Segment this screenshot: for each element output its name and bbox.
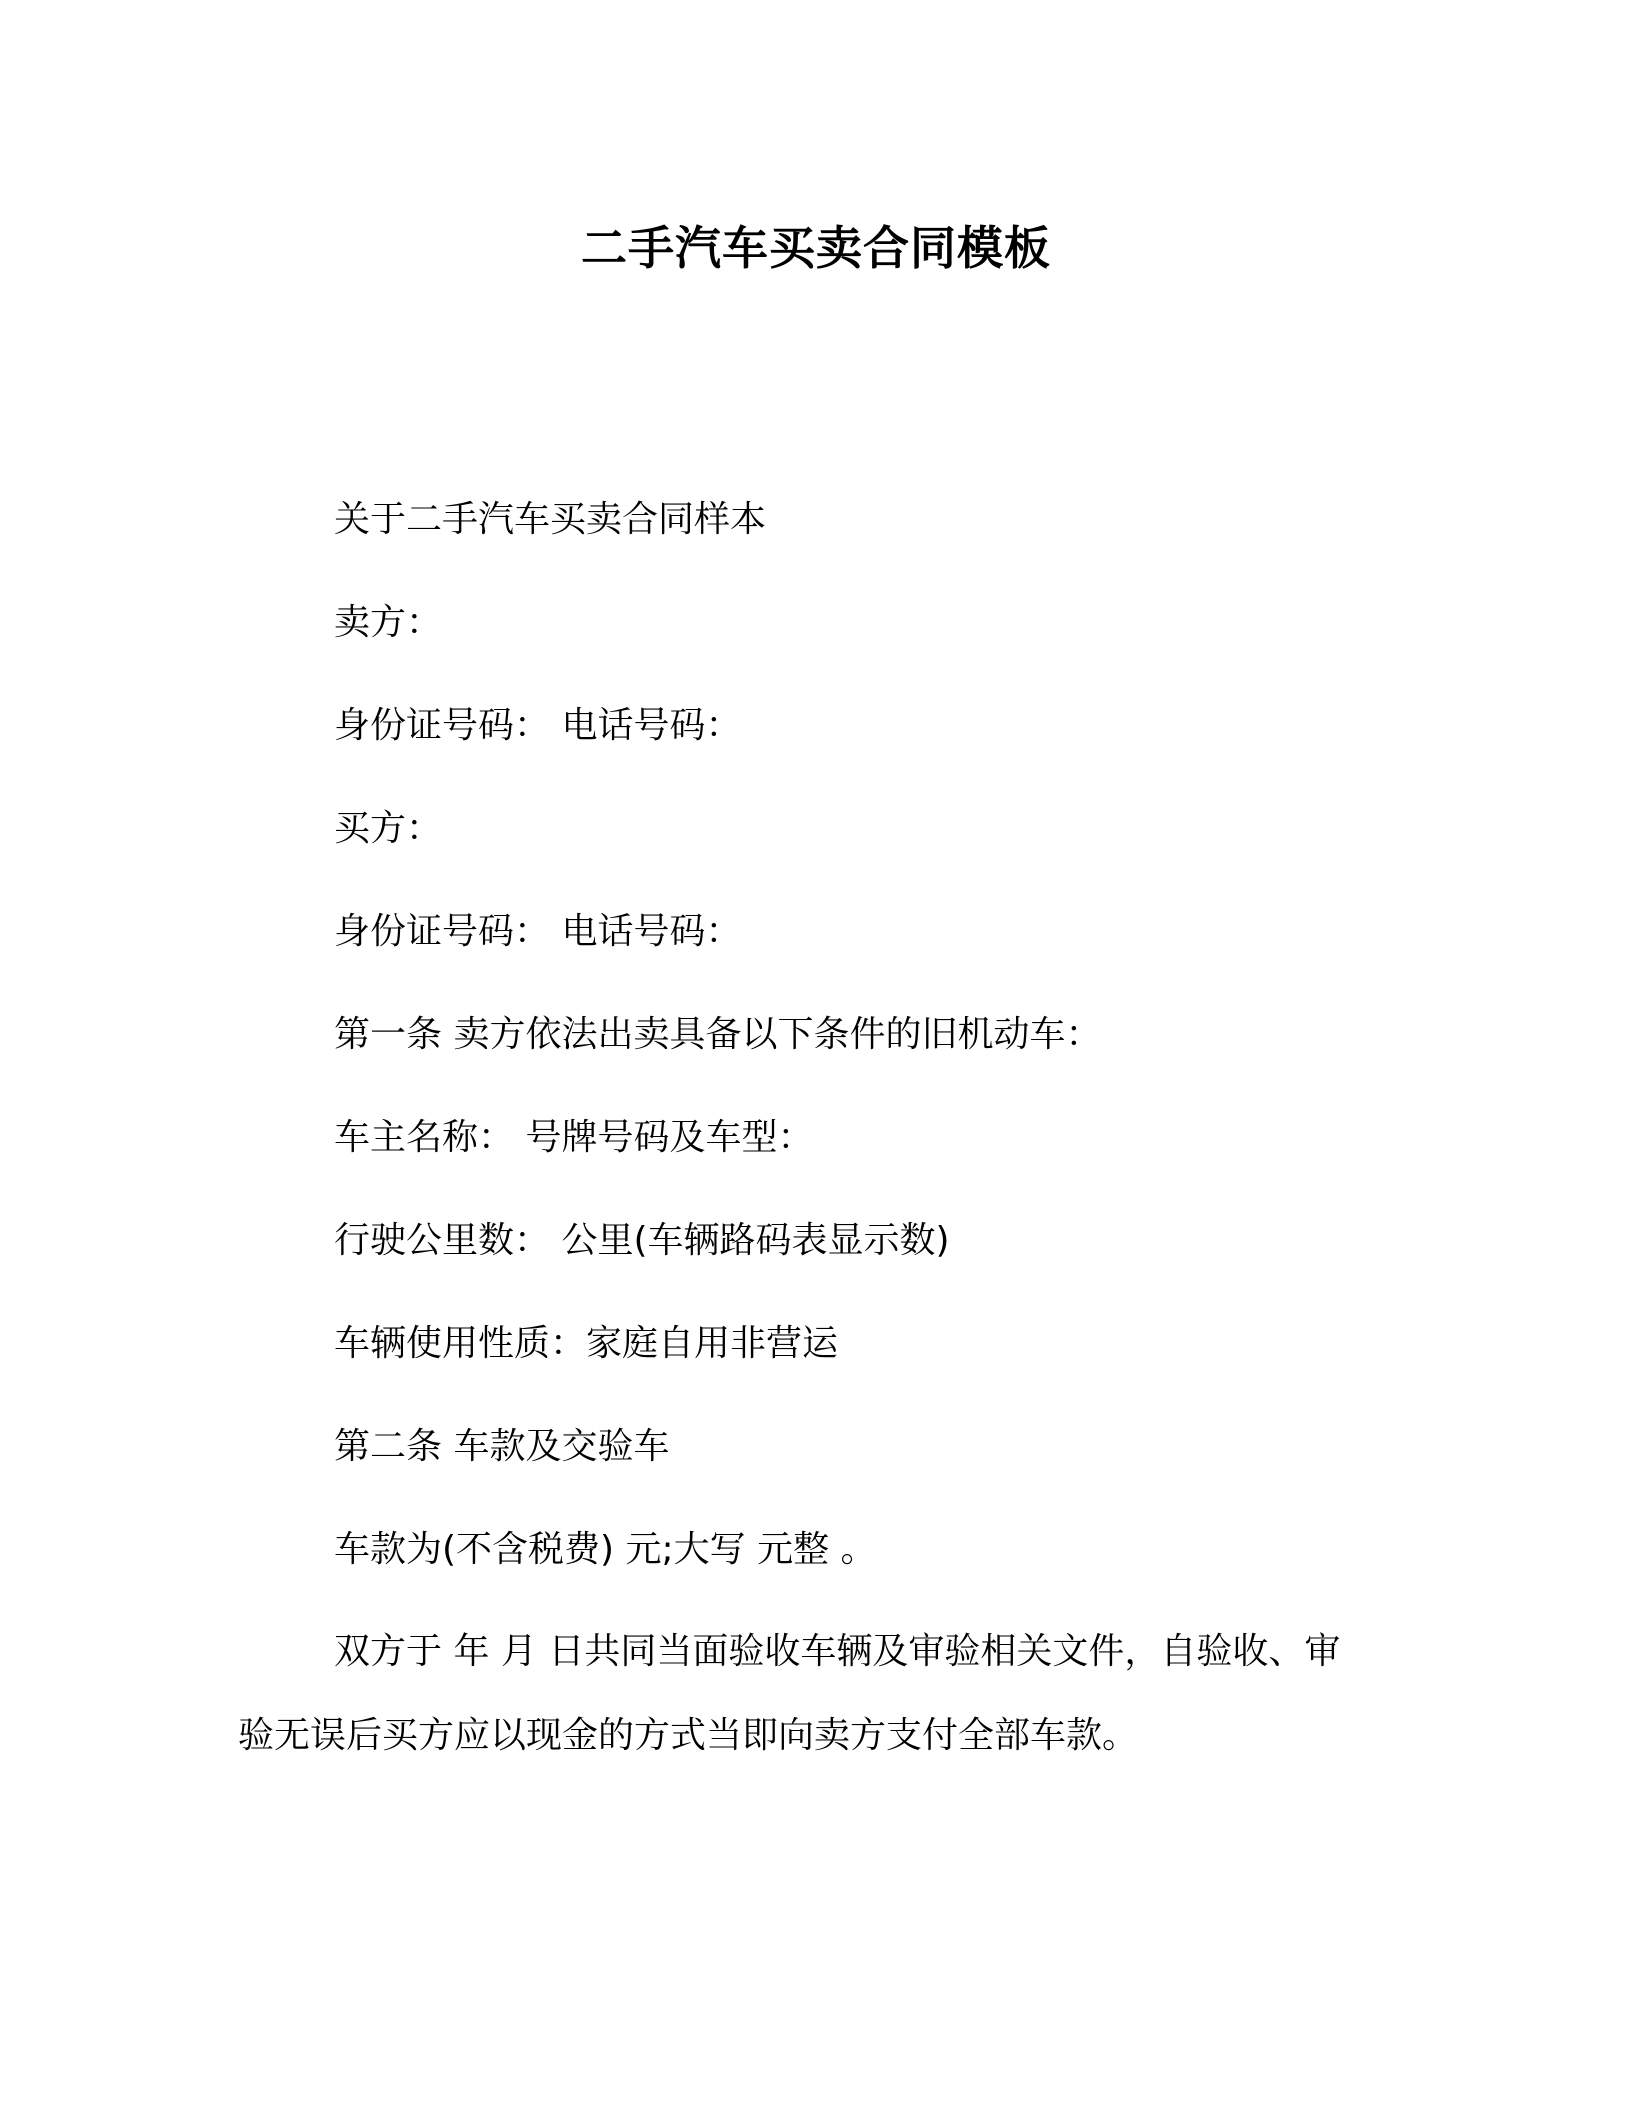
doc-line-usage: 车辆使用性质：家庭自用非营运 <box>334 1323 839 1364</box>
doc-line-intro: 关于二手汽车买卖合同样本 <box>334 499 767 540</box>
doc-line-mileage: 行驶公里数： 公里(车辆路码表显示数) <box>334 1220 950 1261</box>
doc-line-article-2: 第二条 车款及交验车 <box>334 1426 670 1467</box>
doc-line-buyer-id-phone: 身份证号码： 电话号码： <box>334 911 742 952</box>
document-title: 二手汽车买卖合同模板 <box>581 221 1051 275</box>
doc-line-seller-id-phone: 身份证号码： 电话号码： <box>334 705 742 746</box>
doc-line-buyer: 买方： <box>334 808 443 849</box>
doc-line-article-1: 第一条 卖方依法出卖具备以下条件的旧机动车： <box>334 1014 1102 1055</box>
doc-line-owner-plate: 车主名称： 号牌号码及车型： <box>334 1117 814 1158</box>
doc-line-seller: 卖方： <box>334 602 443 643</box>
doc-paragraph-inspection: 双方于 年 月 日共同当面验收车辆及审验相关文件，自验收、审验无误后买方应以现金的方式当即向卖方支付全部车款。 <box>238 1631 1341 1756</box>
doc-line-price: 车款为(不含税费) 元;大写 元整 。 <box>334 1529 877 1570</box>
